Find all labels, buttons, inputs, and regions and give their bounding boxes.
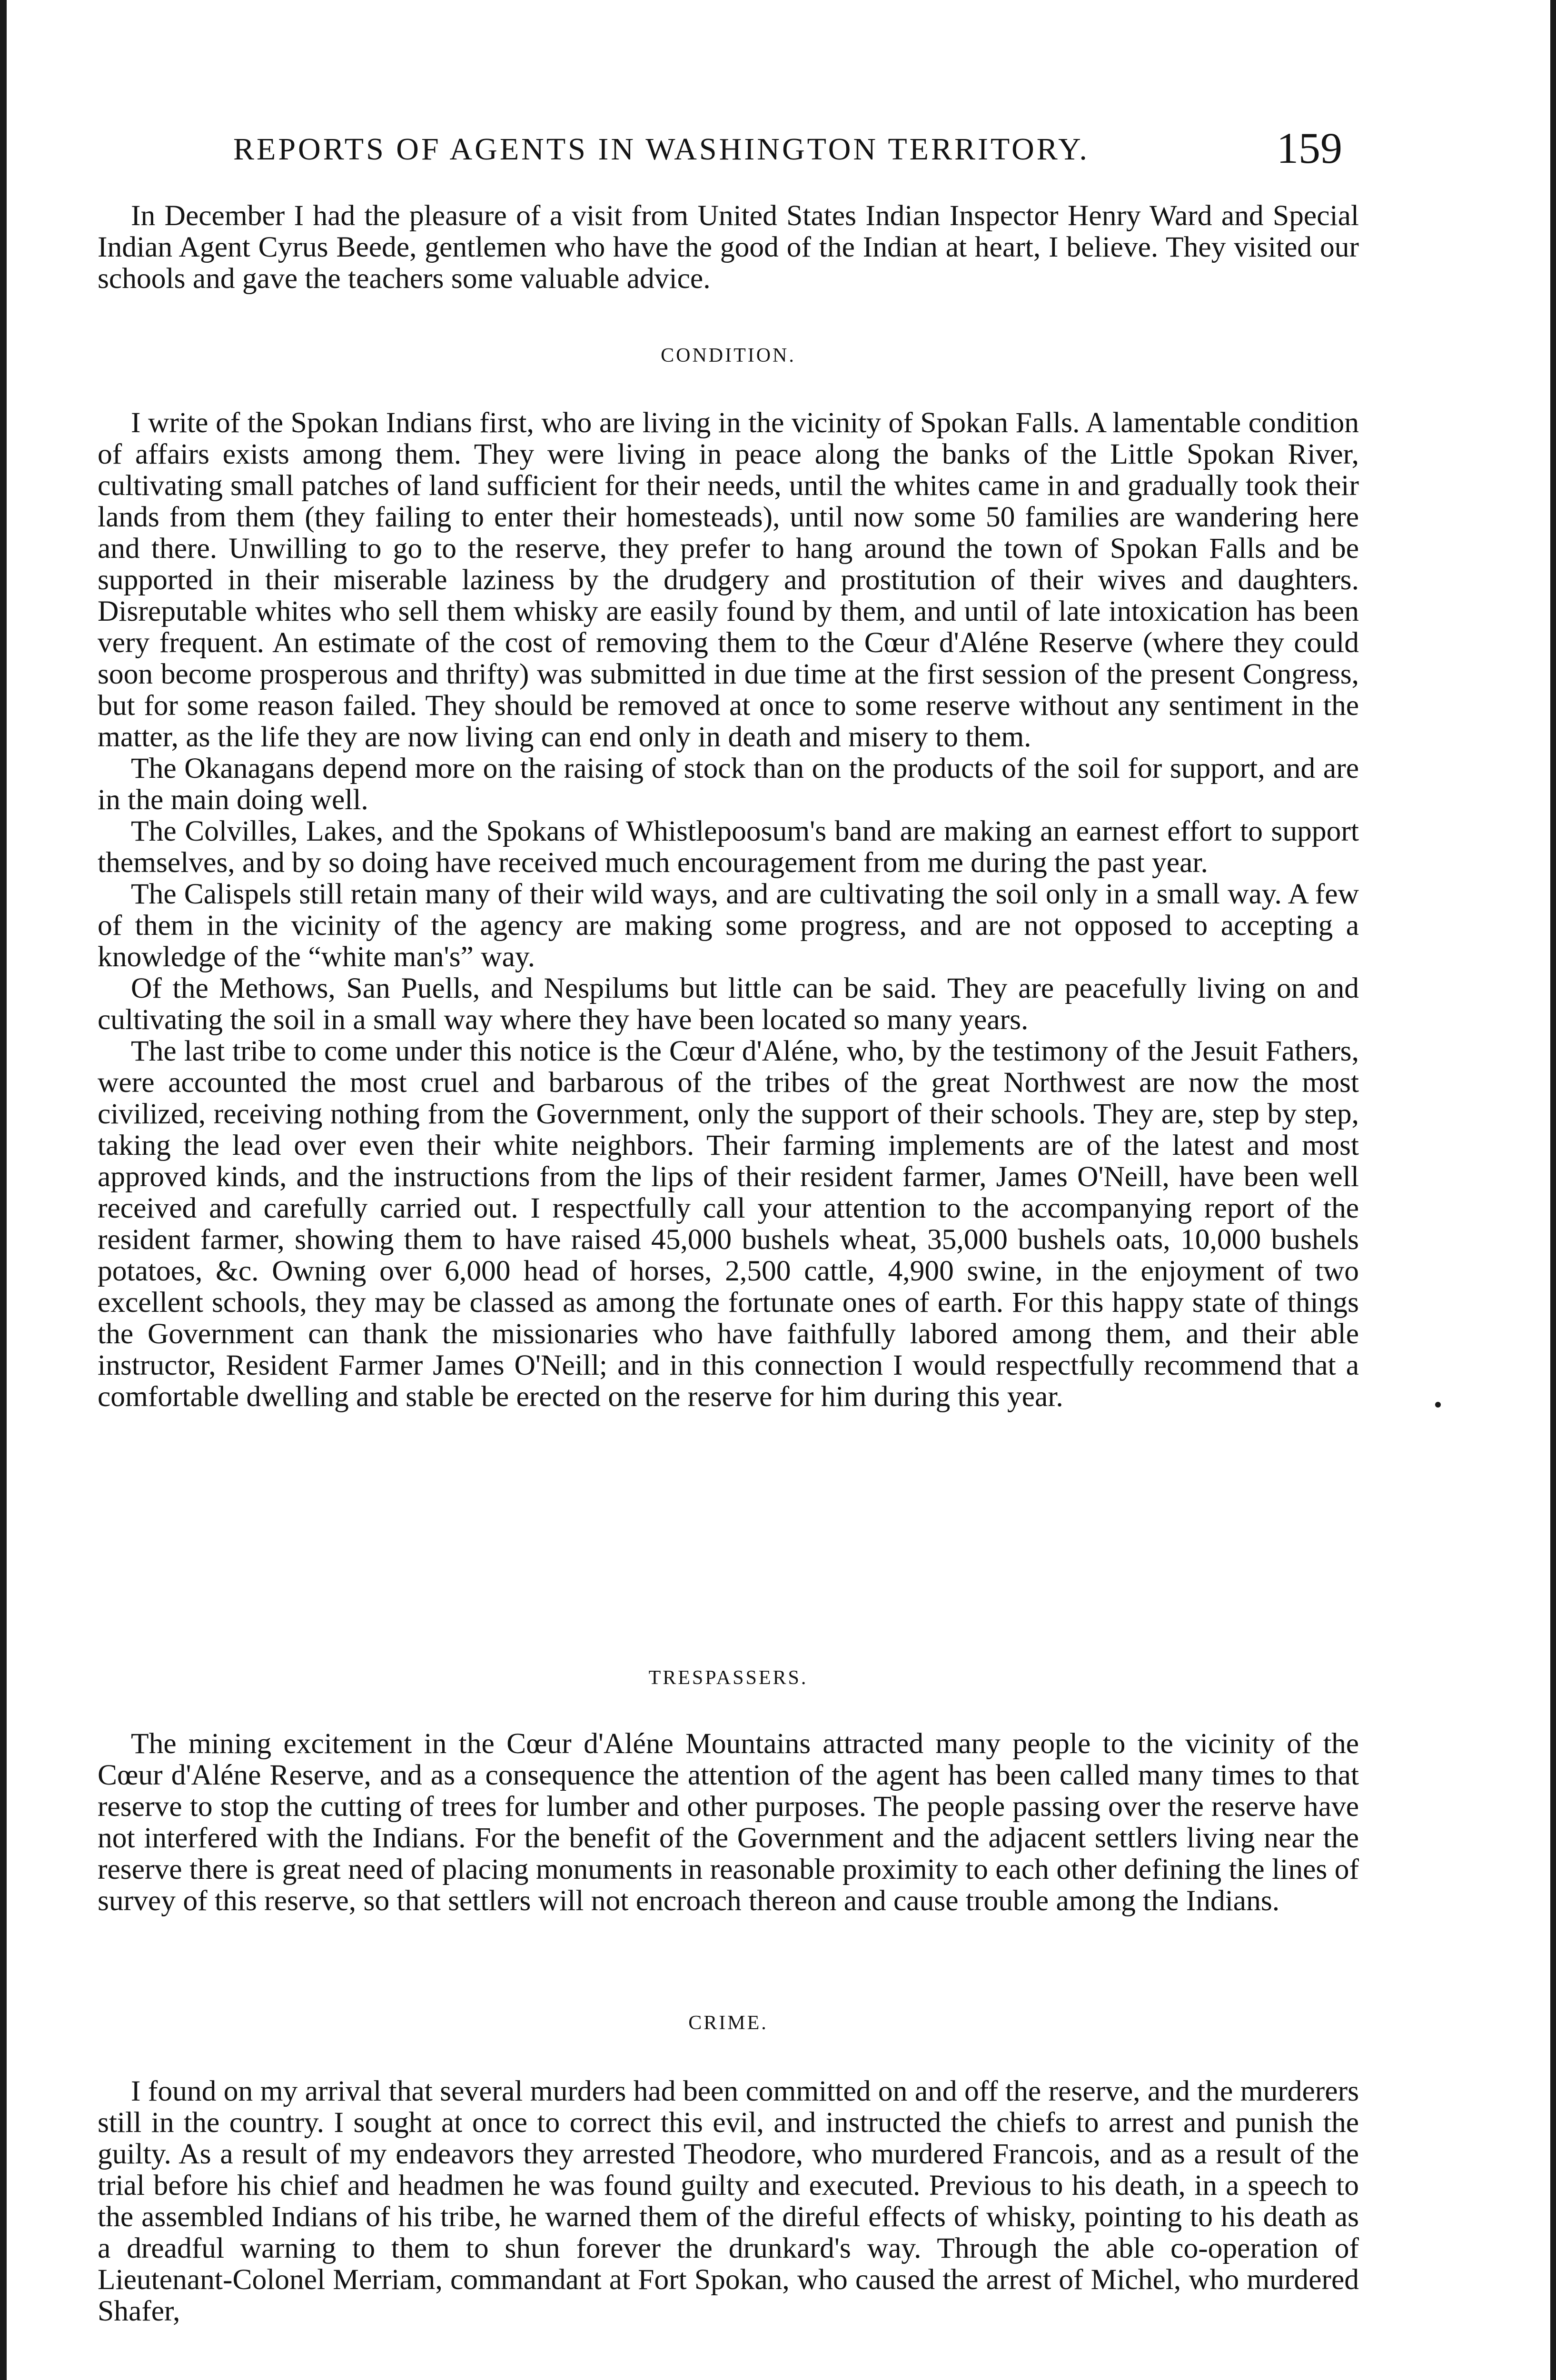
condition-heading: CONDITION. bbox=[661, 345, 796, 367]
crime-heading: CRIME. bbox=[688, 2012, 768, 2034]
condition-paragraph-okanagans: The Okanagans depend more on the raising of stock than on the products of the soil for support, and are in the main doing well. bbox=[98, 752, 1359, 816]
condition-paragraph-coeur-dalene: The last tribe to come under this notice is the Cœur d'Aléne, who, by the testimony of the Jesuit Fathers, were accounted the most cruel and barbarous of the tribes of the great Northwest are now the most civilized, receiving nothing from the Government, only the support of their schools. They are, step by step, taking the lead over even their white neighbors. Their farming implements are of the latest and most approved kinds, and the instructions from the lips of their resident farmer, James O'Neill, have been well received and carefully carried out. I respectfully call your attention to the accompanying report of the resident farmer, showing them to have raised 45,000 bushels wheat, 35,000 bushels oats, 10,000 bushels potatoes, &c. Owning over 6,000 head of horses, 2,500 cattle, 4,900 swine, in the enjoyment of two excellent schools, they may be classed as among the fortunate ones of earth. For this happy state of things the Government can thank the missionaries who have faithfully labored among them, and their able instructor, Resident Farmer James O'Neill; and in this connection I would respectfully recommend that a comfortable dwelling and stable be erected on the reserve for him during this year. bbox=[98, 1035, 1359, 1413]
condition-paragraph-colvilles: The Colvilles, Lakes, and the Spokans of Whistlepoosum's band are making an earnest effort to support themselves, and by so doing have received much encouragement from me during the past year. bbox=[98, 815, 1359, 879]
scan-edge-right bbox=[1550, 0, 1556, 2380]
condition-paragraph-spokan: I write of the Spokan Indians first, who are living in the vicinity of Spokan Falls. A lamentable condition of affairs exists among them. They were living in peace along the banks of the Little Spokan River, cultivating small patches of land sufficient for their needs, until the whites came in and gradually took their lands from them (they failing to enter their homesteads), until now some 50 families are wandering here and there. Unwilling to go to the reserve, they prefer to hang around the town of Spokan Falls and be supported in their miserable laziness by the drudgery and prostitution of their wives and daughters. Disreputable whites who sell them whisky are easily found by them, and until of late intoxication has been very frequent. An estimate of the cost of removing them to the Cœur d'Aléne Reserve (where they could soon become prosperous and thrifty) was submitted in due time at the first session of the present Congress, but for some reason failed. They should be removed at once to some reserve without any sentiment in the matter, as the life they are now living can end only in death and misery to them. bbox=[98, 407, 1359, 753]
running-head bbox=[233, 123, 1342, 175]
crime-paragraph: I found on my arrival that several murders had been committed on and off the reserve, and the murderers still in the country. I sought at once to correct this evil, and instructed the chiefs to arrest and punish the guilty. As a result of my endeavors they arrested Theodore, who murdered Francois, and as a result of the trial before his chief and headmen he was found guilty and executed. Previous to his death, in a speech to the assembled Indians of his tribe, he warned them of the direful effects of whisky, pointing to his death as a dreadful warning to them to shun forever the drunkard's way. Through the able co-operation of Lieutenant-Colonel Merriam, commandant at Fort Spokan, who caused the arrest of Michel, who murdered Shafer, bbox=[98, 2075, 1359, 2327]
page-number: 159 bbox=[1277, 124, 1342, 172]
trespassers-heading: TRESPASSERS. bbox=[648, 1667, 808, 1689]
condition-paragraph-methows: Of the Methows, San Puells, and Nespilums but little can be said. They are peacefully living on and cultivating the soil in a small way where they have been located so many years. bbox=[98, 972, 1359, 1036]
intro-paragraph: In December I had the pleasure of a visit from United States Indian Inspector Henry Ward and Special Indian Agent Cyrus Beede, gentlemen who have the good of the Indian at heart, I believe. They visited our schools and gave the teachers some valuable advice. bbox=[98, 199, 1359, 295]
crime-section bbox=[98, 2075, 1359, 2327]
intro-section bbox=[98, 200, 1359, 294]
scan-edge-left bbox=[0, 0, 7, 2380]
running-title: REPORTS OF AGENTS IN WASHINGTON TERRITORY. bbox=[233, 132, 1090, 167]
trespassers-section bbox=[98, 1728, 1359, 1916]
stray-ink-mark bbox=[1435, 1402, 1441, 1408]
trespassers-paragraph: The mining excitement in the Cœur d'Aléne Mountains attracted many people to the vicinity of the Cœur d'Aléne Reserve, and as a consequence the attention of the agent has been called many times to that reserve to stop the cutting of trees for lumber and other purposes. The people passing over the reserve have not interfered with the Indians. For the benefit of the Government and the adjacent settlers living near the reserve there is great need of placing monuments in reasonable proximity to each other defining the lines of survey of this reserve, so that settlers will not encroach thereon and cause trouble among the Indians. bbox=[98, 1727, 1359, 1917]
condition-section bbox=[98, 407, 1359, 1412]
condition-paragraph-calispels: The Calispels still retain many of their wild ways, and are cultivating the soil only in a small way. A few of them in the vicinity of the agency are making some progress, and are not opposed to accepting a knowledge of the “white man's” way. bbox=[98, 878, 1359, 973]
